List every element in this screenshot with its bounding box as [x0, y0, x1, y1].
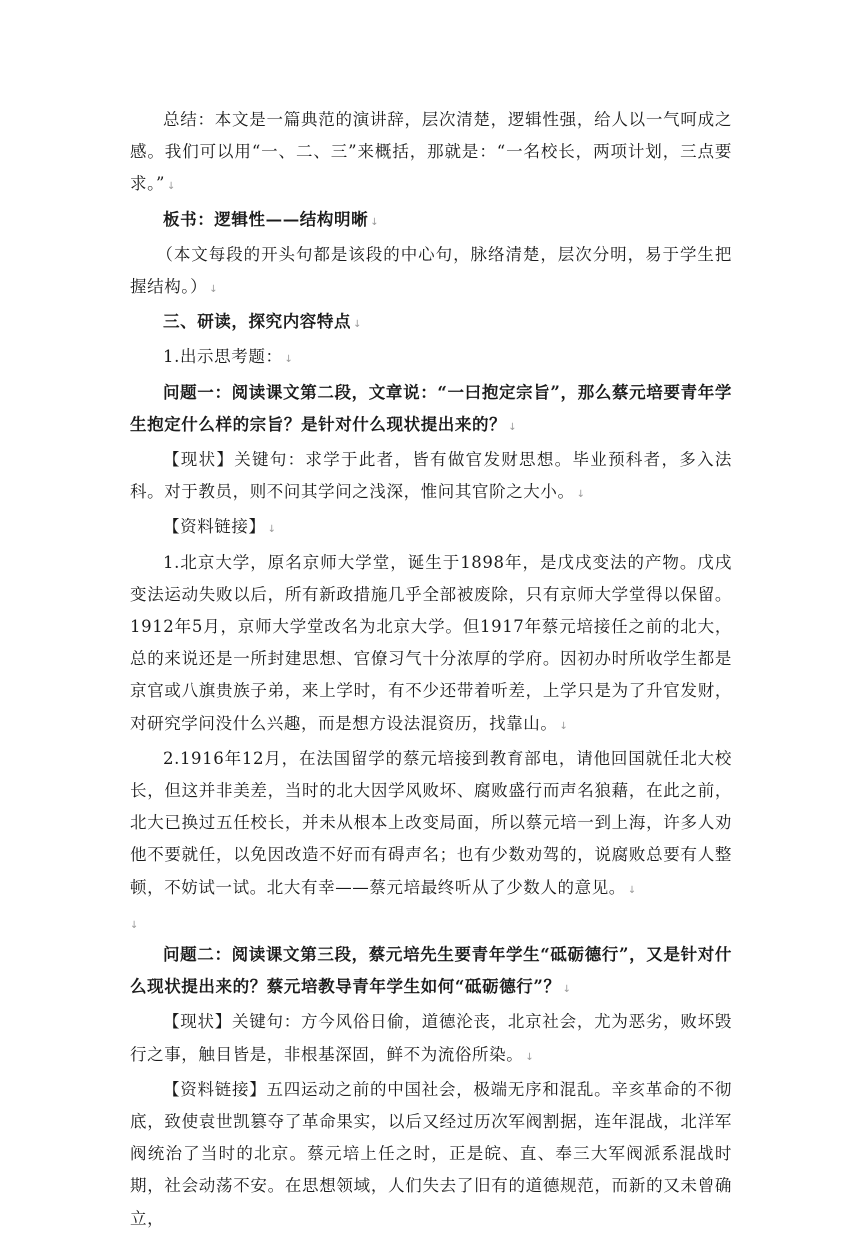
question-two	[130, 939, 732, 1006]
question-two-text: 问题二：阅读课文第三段，蔡元培先生要青年学生“砥砺德行”，又是针对什么现状提出来的？蔡元培教导青年学生如何“砥砺德行”？	[130, 945, 732, 997]
paragraph-mark-icon: ↓	[353, 319, 362, 331]
status-two-text: 【现状】关键句：方今风俗日偷，道德沦丧，北京社会，尤为恶劣，败坏毁行之事，触目皆是，非根基深固，鲜不为流俗所染。	[130, 1012, 732, 1064]
material-link-heading	[130, 511, 732, 546]
paragraph-mark-icon: ↓	[559, 720, 568, 732]
status-two	[130, 1006, 732, 1073]
paragraph-mark-icon: ↓	[267, 524, 276, 536]
blank-line	[130, 907, 732, 939]
structure-note	[130, 239, 732, 306]
paragraph-mark-icon: ↓	[209, 284, 218, 296]
status-one-text: 【现状】关键句：求学于此者，皆有做官发财思想。毕业预科者，多入法科。对于教员，则不问其学问之浅深，惟问其官阶之大小。	[130, 450, 732, 502]
paragraph-mark-icon: ↓	[508, 421, 517, 433]
paragraph-mark-icon: ↓	[370, 216, 379, 228]
paragraph-mark-icon: ↓	[284, 354, 293, 366]
section-heading	[130, 306, 732, 341]
structure-note-text: （本文每段的开头句都是该段的中心句，脉络清楚，层次分明，易于学生把握结构。）	[130, 244, 732, 297]
material-link-two	[130, 1074, 732, 1235]
status-one	[130, 444, 732, 511]
material-link-text: 【资料链接】	[163, 517, 266, 537]
material-item-1	[130, 547, 732, 743]
document-body	[130, 104, 732, 1235]
paragraph-mark-icon: ↓	[562, 984, 571, 996]
material-item-2	[130, 743, 732, 907]
material-item-1-text: 1.北京大学，原名京师大学堂，诞生于1898年，是戊戌变法的产物。戊戌变法运动失败以后，所有新政措施几乎全部被废除，只有京师大学堂得以保留。1912年5月，京师大学堂改名为北京大学。但1917年蔡元培接任之前的北大，总的来说还是一所封建思想、官僚习气十分浓厚的学府。因初办时所收学生都是京官或八旗贵族子弟，来上学时，有不少还带着听差，上学只是为了升官发财，对研究学问没什么兴趣，而是想方设法混资历，找靠山。	[130, 552, 732, 733]
paragraph-mark-icon: ↓	[130, 919, 139, 931]
summary-text: 总结：本文是一篇典范的演讲辞，层次清楚，逻辑性强，给人以一气呵成之感。我们可以用“一、二、三”来概括，那就是：“一名校长，两项计划，三点要求。”	[130, 110, 732, 194]
paragraph-mark-icon: ↓	[627, 884, 637, 896]
section-heading-text: 三、研读，探究内容特点	[163, 312, 352, 332]
material-link-two-text: 【资料链接】五四运动之前的中国社会，极端无序和混乱。辛亥革命的不彻底，致使袁世凯篡夺了革命果实，以后又经过历次军阀割据，连年混战，北洋军阀统治了当时的北京。蔡元培上任之时，正是皖、直、奉三大军阀派系混战时期，社会动荡不安。在思想领域，人们失去了旧有的道德规范，而新的又未曾确立，	[130, 1079, 732, 1228]
question-one-text: 问题一：阅读课文第二段，文章说：“一曰抱定宗旨”，那么蔡元培要青年学生抱定什么样的宗旨？是针对什么现状提出来的？	[130, 382, 732, 434]
question-intro-text: 1.出示思考题：	[163, 347, 283, 367]
material-item-2-text: 2.1916年12月，在法国留学的蔡元培接到教育部电，请他回国就任北大校长，但这并非美差，当时的北大因学风败坏、腐败盛行而声名狼藉，在此之前，北大已换过五任校长，并未从根本上改变局面，所以蔡元培一到上海，许多人劝他不要就任，以免因改造不好而有碍声名；也有少数劝驾的，说腐败总要有人整顿，不妨试一试。北大有幸——蔡元培最终听从了少数人的意见。	[130, 748, 732, 897]
paragraph-mark-icon: ↓	[576, 489, 585, 501]
paragraph-mark-icon: ↓	[167, 181, 176, 193]
summary-paragraph	[130, 104, 732, 204]
paragraph-mark-icon: ↓	[525, 1051, 534, 1063]
blackboard-heading	[130, 204, 732, 239]
question-intro	[130, 341, 732, 376]
blackboard-text: 板书：逻辑性——结构明晰	[163, 209, 369, 229]
question-one	[130, 377, 732, 444]
